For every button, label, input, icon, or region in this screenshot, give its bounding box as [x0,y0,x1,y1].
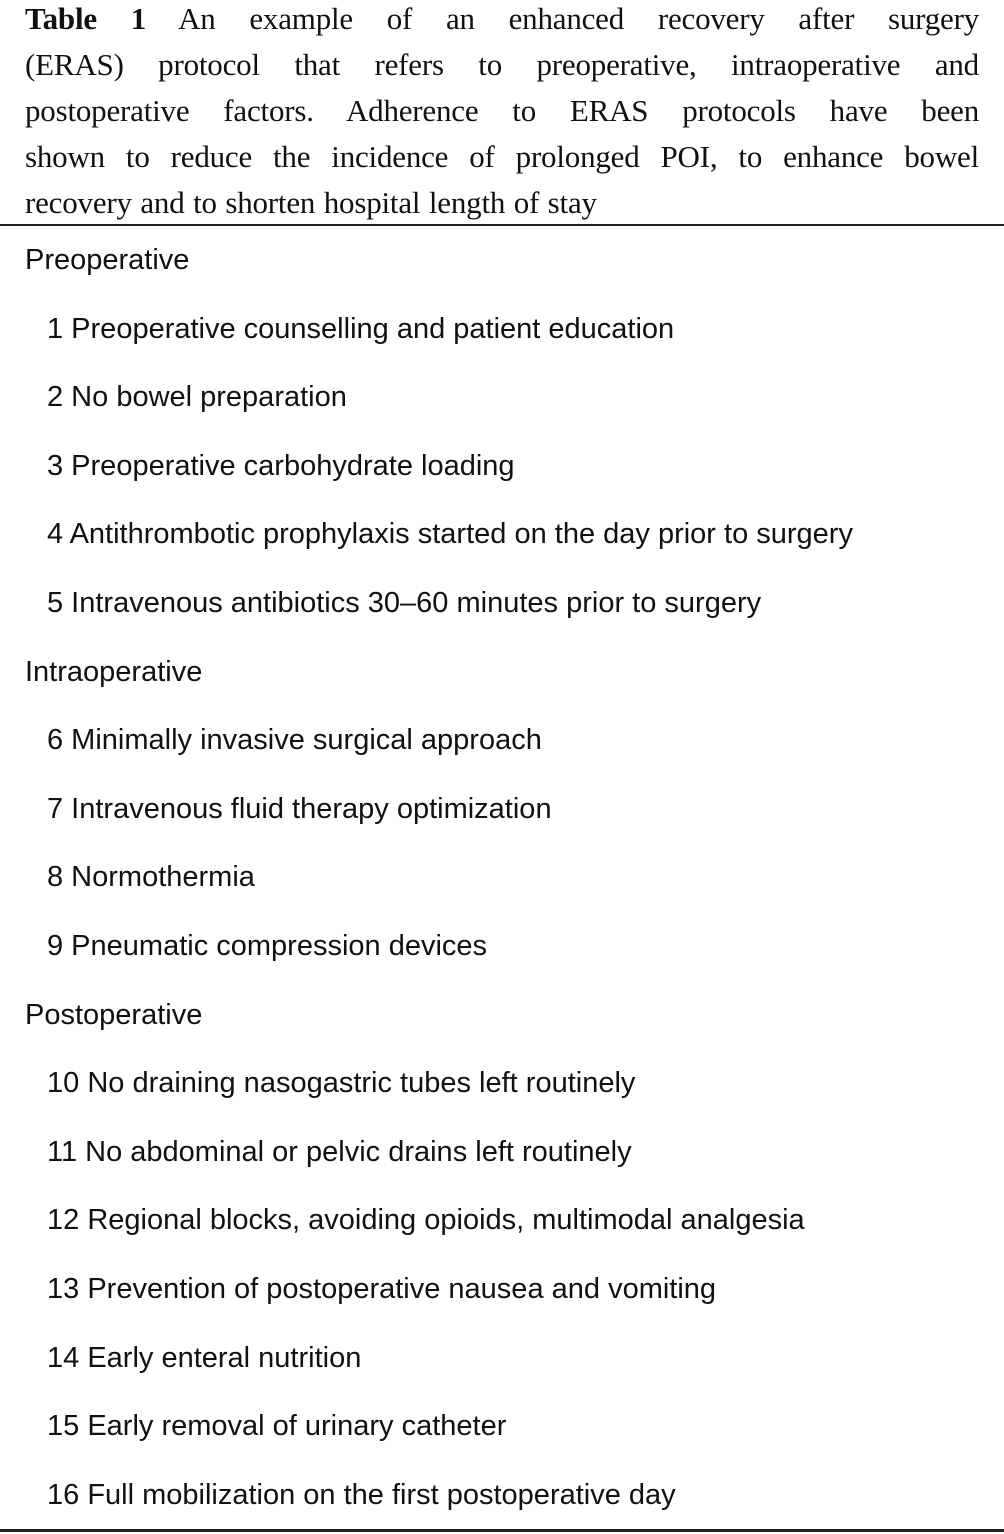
section-header-preoperative: Preoperative [25,244,190,276]
caption-line: (ERAS) protocol that refers to preoperative, intraoperative and [25,47,979,82]
table-row: 2 No bowel preparation [47,381,347,414]
table-row: 7 Intravenous fluid therapy optimization [47,792,552,825]
table-row: 12 Regional blocks, avoiding opioids, multimodal analgesia [47,1204,805,1237]
eras-table [0,226,1004,1529]
caption-line: Table 1 An example of an enhanced recovery after surgery [25,1,979,36]
section-header-postoperative: Postoperative [25,998,203,1031]
caption-line: postoperative factors. Adherence to ERAS protocols have been [25,93,979,128]
caption-line: recovery and to shorten hospital length of stay [25,185,597,220]
table-row: 11 No abdominal or pelvic drains left routinely [47,1135,632,1168]
table-row: 10 No draining nasogastric tubes left routinely [47,1067,636,1100]
table-row: 15 Early removal of urinary catheter [47,1410,507,1443]
table-row: 5 Intravenous antibiotics 30–60 minutes prior to surgery [47,586,762,619]
table-row: 14 Early enteral nutrition [47,1341,362,1374]
table-caption [25,0,979,230]
table-row: 16 Full mobilization on the first postoperative day [47,1478,676,1511]
section-header-intraoperative: Intraoperative [25,655,203,688]
table-row: 4 Antithrombotic prophylaxis started on the day prior to surgery [47,518,853,551]
table-row: 13 Prevention of postoperative nausea and vomiting [47,1272,717,1305]
table-row: 1 Preoperative counselling and patient education [47,312,675,345]
table-bottom-rule [0,1529,1004,1532]
table-row: 9 Pneumatic compression devices [47,929,488,962]
table-label: Table 1 [25,1,147,36]
table-row: 8 Normothermia [47,861,255,894]
caption-line: shown to reduce the incidence of prolonged POI, to enhance bowel [25,139,979,174]
table-row: 6 Minimally invasive surgical approach [47,724,542,757]
table-row: 3 Preoperative carbohydrate loading [47,449,515,482]
